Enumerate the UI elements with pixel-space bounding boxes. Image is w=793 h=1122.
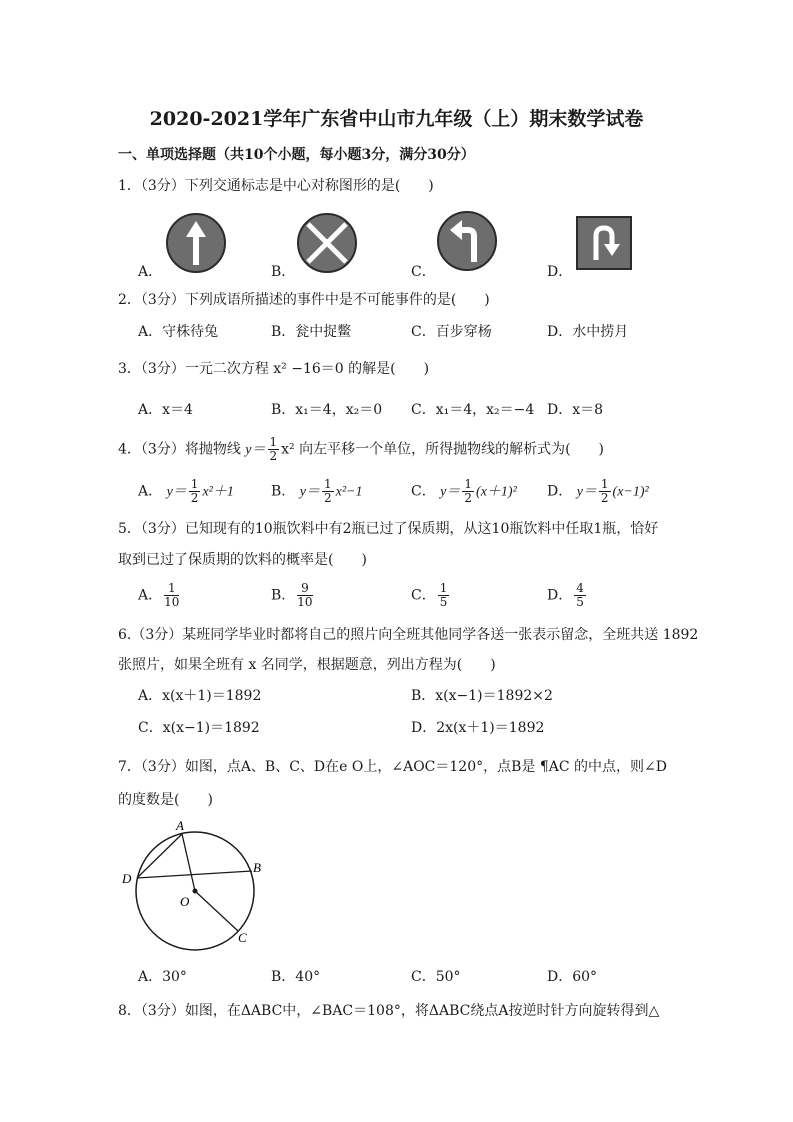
q4-option-b xyxy=(271,478,362,505)
fraction-numerator: 1 xyxy=(164,582,179,596)
option-lhs: y＝ xyxy=(440,484,461,500)
option-label: C． xyxy=(411,587,436,604)
fraction-denominator: 5 xyxy=(439,595,448,609)
q4-stem-y: y＝ xyxy=(245,442,266,458)
fraction-numerator: 1 xyxy=(323,477,332,491)
option-fraction xyxy=(297,582,312,609)
q3-option-d: D．x＝8 xyxy=(547,402,604,418)
option-label: B． xyxy=(271,587,296,604)
q4-stem-prefix: 4．（3分）将抛物线 xyxy=(118,441,241,458)
u-turn-sign-icon xyxy=(576,216,632,270)
option-lhs: y＝ xyxy=(166,484,187,500)
option-fraction xyxy=(189,478,201,505)
fraction-numerator: 9 xyxy=(297,582,312,596)
question-8-stem: 8．（3分）如图，在ΔABC中，∠BAC＝108°，将ΔABC绕点A按逆时针方向旋转得到△ xyxy=(118,1003,660,1019)
option-rhs: x²＋1 xyxy=(202,484,234,500)
option-rhs: (x−1)² xyxy=(612,484,649,500)
option-fraction xyxy=(438,582,450,609)
option-rhs: (x＋1)² xyxy=(476,484,517,500)
option-label: D． xyxy=(547,587,573,604)
q2-option-b: B．瓮中捉鳖 xyxy=(271,324,352,340)
option-fraction xyxy=(462,478,474,505)
q7-option-d: D．60° xyxy=(547,969,598,985)
straight-arrow-sign-icon xyxy=(165,212,227,274)
fraction-numerator: 1 xyxy=(464,477,473,491)
question-5-stem-line2: 取到已过了保质期的饮料的概率是( ) xyxy=(118,552,367,568)
q4-option-d xyxy=(547,478,649,505)
q7-option-c: C．50° xyxy=(411,969,461,985)
fraction-numerator: 4 xyxy=(576,581,584,595)
q5-option-c xyxy=(411,582,451,609)
point-label-c: C xyxy=(238,930,247,945)
q3-option-c: C．x₁＝4，x₂＝−4 xyxy=(411,402,535,418)
q3-option-b: B．x₁＝4，x₂＝0 xyxy=(271,402,383,418)
q2-option-a: A．守株待兔 xyxy=(138,324,219,340)
fraction-denominator: 5 xyxy=(576,595,584,609)
chord-db xyxy=(137,871,252,878)
fraction-denominator: 2 xyxy=(600,491,609,505)
q7-option-a: A．30° xyxy=(138,969,187,985)
fraction-numerator: 1 xyxy=(269,435,278,449)
option-lhs: y＝ xyxy=(299,484,320,500)
question-6-stem-line2: 张照片，如果全班有 x 名同学，根据题意，列出方程为( ) xyxy=(118,657,496,673)
x-cross-sign-icon xyxy=(296,212,358,274)
q3-option-a: A．x＝4 xyxy=(138,402,193,418)
option-label: D． xyxy=(547,483,573,500)
question-4-stem xyxy=(118,436,604,463)
page-title: 2020-2021学年广东省中山市九年级（上）期末数学试卷 xyxy=(149,108,644,130)
fraction-denominator: 10 xyxy=(164,595,180,609)
q4-option-a xyxy=(138,478,234,505)
fraction-numerator: 1 xyxy=(439,581,448,595)
point-label-o: O xyxy=(180,894,190,909)
option-label: B． xyxy=(271,483,296,500)
point-label-a: A xyxy=(176,818,184,833)
fraction-numerator: 1 xyxy=(190,477,199,491)
point-label-d: D xyxy=(122,871,132,886)
option-fraction xyxy=(599,478,611,505)
question-1-stem: 1．（3分）下列交通标志是中心对称图形的是( ) xyxy=(118,178,434,194)
circle-geometry-figure xyxy=(116,814,276,956)
q5-option-a xyxy=(138,582,181,609)
option-lhs: y＝ xyxy=(576,484,597,500)
option-fraction xyxy=(164,582,179,609)
q6-option-c: C．x(x−1)＝1892 xyxy=(138,720,260,736)
option-label: A． xyxy=(138,587,163,604)
option-fraction xyxy=(574,582,586,609)
question-6-stem-line1: 6.（3分）某班同学毕业时都将自己的照片向全班其他同学各送一张表示留念，全班共送 1892 xyxy=(118,627,699,643)
q5-option-b xyxy=(271,582,315,609)
q2-option-c: C．百步穿杨 xyxy=(411,324,492,340)
option-label: C． xyxy=(411,483,436,500)
question-7-stem-line1: 7．（3分）如图，点A、B、C、D在e O上，∠AOC＝120°，点B是 ¶AC 的中点，则∠D xyxy=(118,759,667,775)
fraction-numerator: 1 xyxy=(600,477,609,491)
q1-option-b-label: B． xyxy=(271,264,296,280)
q4-option-c xyxy=(411,478,517,505)
point-label-b: B xyxy=(253,860,261,875)
section-heading: 一、单项选择题（共10个小题，每小题3分，满分30分） xyxy=(118,147,475,163)
question-5-stem-line1: 5．（3分）已知现有的10瓶饮料中有2瓶已过了保质期，从这10瓶饮料中任取1瓶，恰好 xyxy=(118,521,659,537)
radius-oa xyxy=(182,834,195,891)
question-7-stem-line2: 的度数是( ) xyxy=(118,792,213,808)
q6-option-b: B．x(x−1)＝1892×2 xyxy=(411,688,553,704)
q1-option-d-label: D． xyxy=(547,264,573,280)
fraction-denominator: 2 xyxy=(190,491,199,505)
fraction-denominator: 2 xyxy=(323,491,332,505)
q6-option-a: A．x(x＋1)＝1892 xyxy=(138,688,262,704)
chord-ad xyxy=(137,834,182,878)
q2-option-d: D．水中捞月 xyxy=(547,324,629,340)
center-point xyxy=(193,889,198,894)
fraction-denominator: 10 xyxy=(297,595,313,609)
question-2-stem: 2．（3分）下列成语所描述的事件中是不可能事件的是( ) xyxy=(118,292,490,308)
q1-option-a-label: A． xyxy=(138,264,163,280)
q7-option-b: B．40° xyxy=(271,969,321,985)
q6-option-d: D．2x(x＋1)＝1892 xyxy=(411,720,545,736)
option-rhs: x²−1 xyxy=(335,484,363,500)
q4-stem-suffix: x² 向左平移一个单位，所得抛物线的解析式为( ) xyxy=(281,441,605,458)
left-turn-sign-icon xyxy=(436,210,498,272)
question-3-stem: 3．（3分）一元二次方程 x² −16＝0 的解是( ) xyxy=(118,361,430,377)
q4-stem-fraction xyxy=(268,436,280,463)
radius-oc xyxy=(195,891,238,931)
option-label: A． xyxy=(138,483,163,500)
option-fraction xyxy=(322,478,334,505)
q5-option-d xyxy=(547,582,588,609)
fraction-denominator: 2 xyxy=(269,449,278,463)
q1-option-c-label: C． xyxy=(411,264,436,280)
fraction-denominator: 2 xyxy=(464,491,473,505)
